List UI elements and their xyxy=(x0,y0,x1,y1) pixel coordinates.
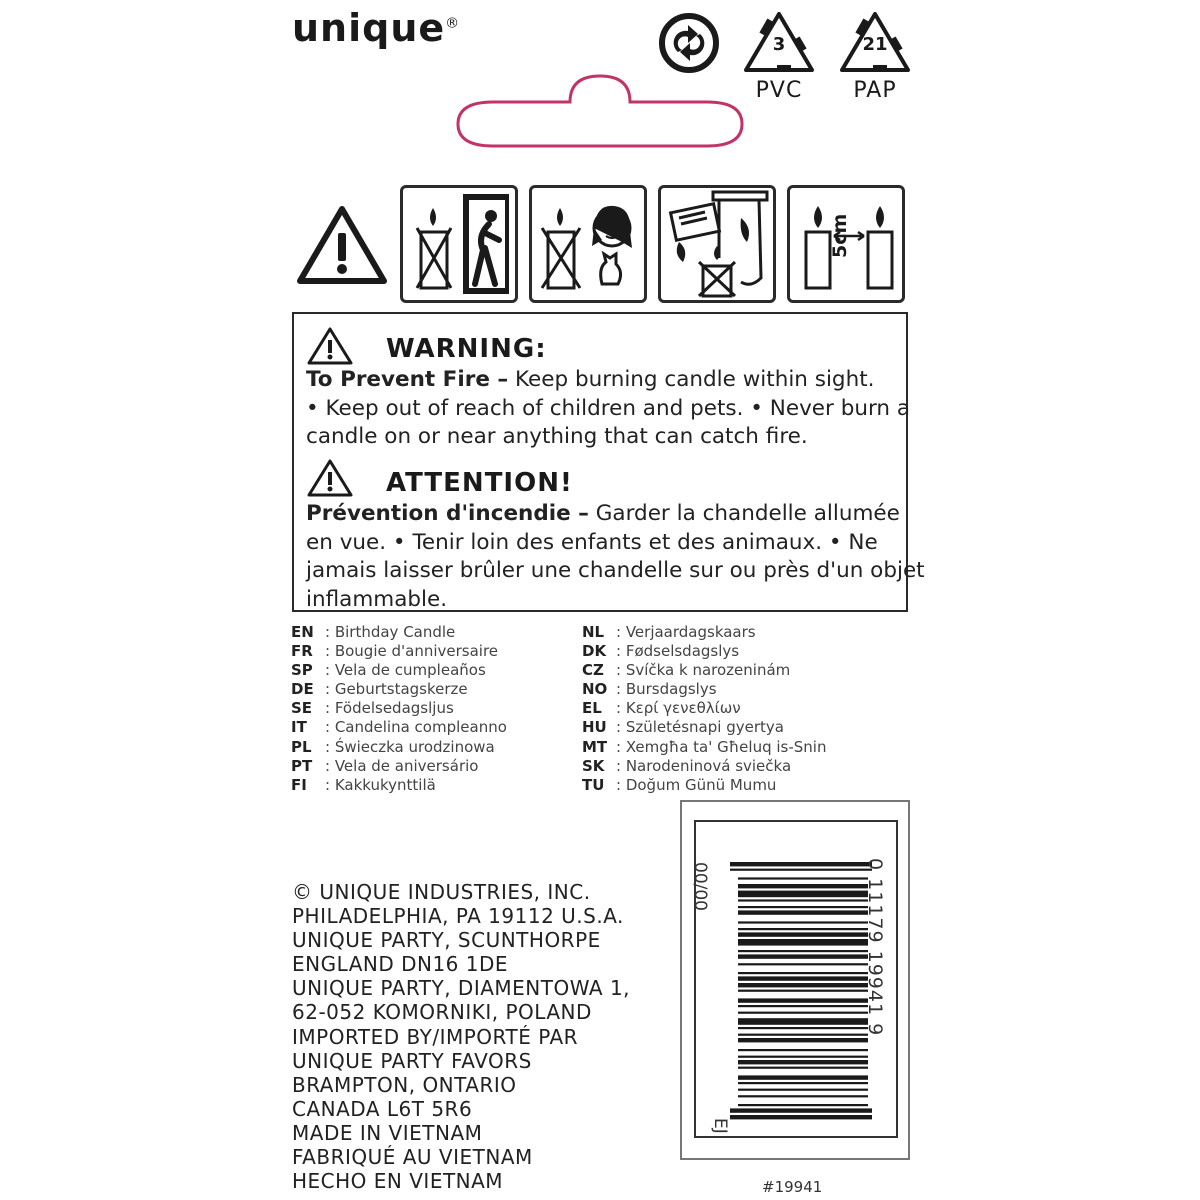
warning-lead-fr: Prévention d'incendie – xyxy=(306,501,589,526)
warning-line-fr-4: inflammable. xyxy=(306,586,448,612)
list-item: EN : Birthday Candle xyxy=(291,623,456,641)
recycle-label-pvc: PVC xyxy=(755,78,803,103)
warning-text-en xyxy=(306,366,911,452)
barcode-bar xyxy=(738,1034,868,1036)
address-line: PHILADELPHIA, PA 19112 U.S.A. xyxy=(292,904,624,929)
list-item: TU : Doğum Günü Mumu xyxy=(582,775,777,794)
warning-line-en-1: Keep burning candle within sight. xyxy=(508,367,875,392)
language-list-left xyxy=(291,623,507,795)
warning-panel xyxy=(292,312,925,612)
list-item: SK : Narodeninová sviečka xyxy=(582,756,792,775)
barcode-bar xyxy=(738,1067,868,1069)
barcode-bar xyxy=(738,921,868,923)
barcode-bar xyxy=(738,932,868,936)
barcode-bar xyxy=(738,1082,868,1084)
list-item: DE : Geburtstagskerze xyxy=(291,680,468,699)
barcode-bar xyxy=(738,906,868,908)
barcode-bar xyxy=(738,891,868,898)
address-line: HECHO EN VIETNAM xyxy=(292,1169,504,1194)
warning-line-en-2: • Keep out of reach of children and pets. • Never burn a xyxy=(306,395,911,421)
barcode-bar xyxy=(738,877,868,879)
barcode-bar xyxy=(738,1005,868,1007)
warning-line-fr-3: jamais laisser brûler une chandelle sur ou près d'un objet xyxy=(306,558,925,583)
warning-line-en-3: candle on or near anything that can catch fire. xyxy=(306,424,808,449)
barcode-frame xyxy=(690,820,898,1138)
brand-logo xyxy=(292,6,460,50)
list-item: DK : Fødselsdagslys xyxy=(582,642,740,661)
address-line: FABRIQUÉ AU VIETNAM xyxy=(292,1145,533,1170)
no-unattended-candle-icon xyxy=(400,185,518,303)
warning-lead-en: To Prevent Fire – xyxy=(306,367,509,392)
manufacturer-address xyxy=(292,880,630,1193)
barcode-bar xyxy=(738,1075,868,1079)
registered-mark: ® xyxy=(445,15,461,32)
barcode-bar xyxy=(730,869,872,871)
list-item: SE : Födelsedagsljus xyxy=(291,699,454,718)
barcode-bar xyxy=(738,1038,868,1042)
barcode-bar xyxy=(738,983,868,987)
barcode-bar xyxy=(738,976,868,980)
list-item: PT : Vela de aniversário xyxy=(291,756,479,775)
list-item: NO : Bursdagslys xyxy=(582,680,717,699)
barcode-bar xyxy=(738,998,868,1002)
barcode-bar xyxy=(738,1104,868,1106)
warning-title-fr: ATTENTION! xyxy=(386,468,573,498)
barcode-bar xyxy=(738,884,868,888)
address-line: IMPORTED BY/IMPORTÉ PAR xyxy=(292,1024,579,1049)
list-item: IT : Candelina compleanno xyxy=(291,718,507,737)
address-line: UNIQUE PARTY FAVORS xyxy=(292,1048,532,1073)
barcode-bar xyxy=(730,1115,872,1119)
hanger-hole-outline xyxy=(455,72,745,148)
barcode-bar xyxy=(730,862,872,866)
candle-spacing-label: 5cm xyxy=(829,213,851,258)
barcode-number: 0 11179 19941 9 xyxy=(864,858,886,1037)
warning-text-fr xyxy=(306,500,925,614)
recycle-label-pap: PAP xyxy=(853,78,897,103)
barcode-bar xyxy=(738,990,868,992)
address-line: CANADA L6T 5R6 xyxy=(292,1096,473,1121)
keep-away-children-pets-icon xyxy=(529,185,647,303)
warning-triangle-icon xyxy=(296,205,388,285)
warning-line-fr-2: en vue. • Tenir loin des enfants et des animaux. • Ne xyxy=(306,529,878,555)
barcode-bar xyxy=(738,1056,868,1058)
brand-name: unique xyxy=(292,6,446,50)
barcode-bar xyxy=(738,1095,868,1097)
barcode-bar xyxy=(738,954,868,958)
warning-triangle-small-icon xyxy=(306,458,354,502)
barcode-bar xyxy=(738,910,868,914)
language-list-right xyxy=(582,623,826,795)
list-item: HU : Születésnapi gyertya xyxy=(582,718,784,737)
barcode-bar xyxy=(738,899,868,901)
barcode-panel xyxy=(680,800,910,1160)
barcode-bar xyxy=(738,939,868,946)
address-line: UNIQUE PARTY, DIAMENTOWA 1, xyxy=(292,976,631,1001)
list-item: FR : Bougie d'anniversaire xyxy=(291,642,499,661)
warning-triangle-small-icon xyxy=(306,326,354,370)
barcode-bar xyxy=(738,1027,868,1029)
list-item: PL : Świeczka urodzinowa xyxy=(291,737,495,756)
list-item: MT : Xemgħa ta' Għeluq is-Snin xyxy=(582,737,827,756)
address-line: ENGLAND DN16 1DE xyxy=(292,952,509,977)
barcode-bar xyxy=(738,1089,868,1091)
green-dot-icon xyxy=(658,12,720,74)
address-line: BRAMPTON, ONTARIO xyxy=(292,1072,517,1097)
list-item: CZ : Svíčka k narozeninám xyxy=(582,661,791,680)
barcode-bar xyxy=(738,1018,868,1025)
list-item: FI : Kakkukynttilä xyxy=(291,775,436,794)
barcode-bar xyxy=(730,1108,872,1112)
sku-number: #19941 xyxy=(762,1178,823,1196)
recycle-number-pap: 21 xyxy=(862,34,888,55)
list-item: SP : Vela de cumpleaños xyxy=(291,661,486,680)
warning-line-fr-1: Garder la chandelle allumée xyxy=(588,501,900,526)
barcode-bar xyxy=(738,1049,868,1051)
batch-code: EJ xyxy=(710,1118,730,1134)
recycle-number-pvc: 3 xyxy=(772,34,786,55)
list-item: NL : Verjaardagskaars xyxy=(582,623,756,641)
date-code: 00/00 xyxy=(690,862,710,911)
barcode-bar xyxy=(738,950,868,952)
barcode-bar xyxy=(738,1012,868,1014)
barcode-bar xyxy=(738,928,868,930)
address-line: MADE IN VIETNAM xyxy=(292,1120,483,1145)
barcode-bar xyxy=(738,972,868,974)
barcode-bar xyxy=(738,963,868,965)
address-line: 62-052 KOMORNIKI, POLAND xyxy=(292,1000,592,1025)
address-line: © UNIQUE INDUSTRIES, INC. xyxy=(292,880,591,904)
list-item: EL : Κερί γενεθλίων xyxy=(582,699,741,718)
warning-title-en: WARNING: xyxy=(386,334,547,364)
address-line: UNIQUE PARTY, SCUNTHORPE xyxy=(292,928,601,953)
no-flammables-icon xyxy=(658,185,776,303)
barcode-bar xyxy=(738,1060,868,1064)
